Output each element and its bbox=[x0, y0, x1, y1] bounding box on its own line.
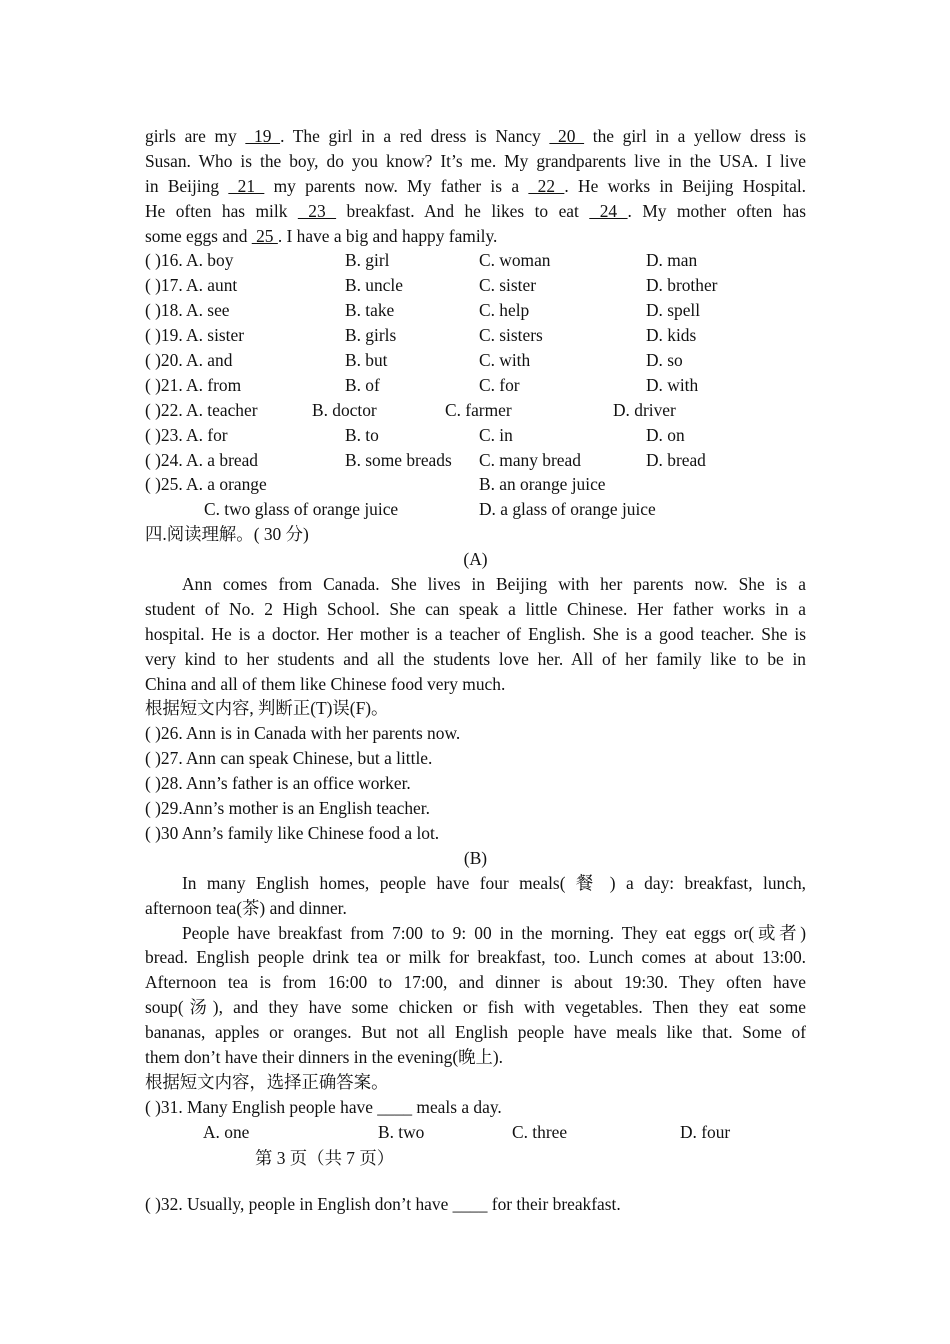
passage-a-line: Ann comes from Canada. She lives in Beijing with her parents now. She is a bbox=[182, 574, 806, 595]
question-23 bbox=[145, 423, 806, 448]
option-d: D. man bbox=[646, 250, 698, 271]
stem: ( )25. A. a orange bbox=[145, 474, 267, 495]
passage-b-line: In many English homes, people have four meals( 餐 ) a day: breakfast, lunch, bbox=[182, 872, 806, 893]
option-b: B. uncle bbox=[345, 275, 403, 296]
passage-b-line: Afternoon tea is from 16:00 to 17:00, and dinner is about 19:30. They often have bbox=[145, 972, 806, 993]
blank-19: 19 bbox=[245, 126, 281, 146]
option-b: B. two bbox=[378, 1121, 425, 1142]
text: in Beijing bbox=[145, 175, 229, 196]
question-25 bbox=[145, 472, 806, 497]
option-c: C. farmer bbox=[445, 399, 512, 420]
stem: ( )21. A. from bbox=[145, 374, 242, 395]
instruction: 根据短文内容，选择正确答案。 bbox=[145, 1071, 389, 1092]
question-17 bbox=[145, 273, 806, 298]
option-b: B. but bbox=[345, 350, 388, 371]
option-c: C. many bread bbox=[479, 449, 581, 470]
option-b: B. doctor bbox=[312, 399, 377, 420]
blank-23: 23 bbox=[297, 200, 337, 221]
text: the girl in a yellow dress is bbox=[584, 126, 806, 146]
stem: ( )17. A. aunt bbox=[145, 275, 238, 296]
question-30: ( )30 Ann’s family like Chinese food a lot. bbox=[145, 822, 440, 843]
passage-a-line: hospital. He is a doctor. Her mother is a teacher of English. She is a good teacher. She is bbox=[145, 623, 806, 644]
text: breakfast. And he likes to eat bbox=[336, 200, 590, 221]
option-d: D. bread bbox=[646, 449, 706, 470]
question-32: ( )32. Usually, people in English don’t have ____ for their breakfast. bbox=[145, 1194, 621, 1214]
passage-b-line: soup(汤), and they have some chicken or fish with vegetables. Then they eat some bbox=[145, 997, 806, 1018]
option-d: D. so bbox=[646, 350, 683, 371]
option-d: D. with bbox=[646, 374, 699, 395]
blank-22: 22 bbox=[528, 175, 565, 196]
cloze-line-3 bbox=[145, 174, 806, 199]
blank-21: 21 bbox=[228, 175, 265, 196]
text: . I have a big and happy family. bbox=[277, 225, 498, 246]
text: girls are my bbox=[145, 126, 246, 146]
option-d: D. kids bbox=[646, 325, 697, 346]
text: He often has milk bbox=[145, 200, 298, 221]
page-footer: 第 3 页（共 7 页） bbox=[255, 1148, 395, 1168]
option-c: C. for bbox=[479, 374, 520, 395]
stem: ( )20. A. and bbox=[145, 350, 233, 371]
option-c: C. sister bbox=[479, 275, 537, 296]
option-b: B. girl bbox=[345, 250, 390, 271]
question-24 bbox=[145, 448, 806, 473]
option-c: C. woman bbox=[479, 250, 551, 271]
text: some eggs and bbox=[145, 225, 252, 246]
option-c: C. three bbox=[512, 1121, 568, 1142]
option-c: C. in bbox=[479, 424, 513, 445]
option-d: D. spell bbox=[646, 300, 701, 321]
option-a: A. one bbox=[203, 1121, 250, 1142]
text: my parents now. My father is a bbox=[264, 175, 529, 196]
option-d: D. driver bbox=[613, 399, 676, 420]
text: . My mother often has bbox=[627, 200, 806, 221]
cloze-line-5 bbox=[145, 224, 806, 249]
cloze-line-4 bbox=[145, 199, 806, 224]
instruction: 根据短文内容, 判断正(T)误(F)。 bbox=[145, 698, 389, 719]
question-28: ( )28. Ann’s father is an office worker. bbox=[145, 773, 411, 794]
option-b: B. of bbox=[345, 374, 380, 395]
question-27: ( )27. Ann can speak Chinese, but a little. bbox=[145, 748, 433, 769]
stem: ( )16. A. boy bbox=[145, 250, 234, 271]
blank-24: 24 bbox=[589, 200, 628, 221]
option-d: D. four bbox=[680, 1121, 731, 1142]
exam-page bbox=[145, 124, 806, 1145]
option-b: B. some breads bbox=[345, 449, 452, 470]
stem: ( )23. A. for bbox=[145, 424, 228, 445]
question-21 bbox=[145, 373, 806, 398]
question-22 bbox=[145, 398, 806, 423]
question-20 bbox=[145, 348, 806, 373]
blank-25: 25 bbox=[251, 225, 278, 246]
option-b: B. an orange juice bbox=[479, 474, 606, 495]
option-c: C. sisters bbox=[479, 325, 543, 346]
part-b-label: (B) bbox=[463, 847, 488, 868]
question-16 bbox=[145, 248, 806, 273]
stem: ( )18. A. see bbox=[145, 300, 230, 321]
passage-b-line: bread. English people drink tea or milk for breakfast, too. Lunch comes at about 13:00. bbox=[145, 947, 806, 968]
stem: ( )22. A. teacher bbox=[145, 399, 258, 420]
passage-b-line: afternoon tea(茶) and dinner. bbox=[145, 897, 347, 918]
option-c: C. two glass of orange juice bbox=[204, 499, 399, 520]
option-d: D. on bbox=[646, 424, 685, 445]
stem: ( )19. A. sister bbox=[145, 325, 245, 346]
option-b: B. to bbox=[345, 424, 379, 445]
stem: ( )24. A. a bread bbox=[145, 449, 258, 470]
passage-b-line: bananas, apples or oranges. But not all English people have meals like that. Some of bbox=[145, 1022, 806, 1043]
passage-a-line: student of No. 2 High School. She can speak a little Chinese. Her father works in a bbox=[145, 598, 806, 619]
part-a-label: (A) bbox=[463, 549, 488, 570]
passage-b-line: People have breakfast from 7:00 to 9: 00 in the morning. They eat eggs or(或者) bbox=[182, 922, 806, 943]
passage-b-line: them don’t have their dinners in the evening(晚上). bbox=[145, 1046, 504, 1067]
option-c: C. help bbox=[479, 300, 530, 321]
question-31: ( )31. Many English people have ____ meals a day. bbox=[145, 1096, 502, 1117]
passage-a-line: very kind to her students and all the students love her. All of her family like to be in bbox=[145, 648, 806, 669]
option-d: D. brother bbox=[646, 275, 718, 296]
cloze-line-1 bbox=[145, 124, 806, 149]
cloze-line-2: Susan. Who is the boy, do you know? It’s me. My grandparents live in the USA. I live bbox=[145, 150, 806, 171]
question-25-options bbox=[145, 497, 806, 522]
passage-a-line: China and all of them like Chinese food very much. bbox=[145, 673, 506, 694]
question-26: ( )26. Ann is in Canada with her parents now. bbox=[145, 723, 461, 744]
option-c: C. with bbox=[479, 350, 531, 371]
text: . He works in Beijing Hospital. bbox=[564, 175, 806, 196]
question-18 bbox=[145, 298, 806, 323]
option-b: B. girls bbox=[345, 325, 397, 346]
option-b: B. take bbox=[345, 300, 395, 321]
section-heading: 四.阅读理解。( 30 分) bbox=[145, 524, 309, 545]
question-31-options bbox=[145, 1120, 806, 1145]
text: . The girl in a red dress is Nancy bbox=[280, 126, 550, 146]
question-19 bbox=[145, 323, 806, 348]
question-29: ( )29.Ann’s mother is an English teacher. bbox=[145, 798, 430, 819]
option-d: D. a glass of orange juice bbox=[479, 499, 656, 520]
blank-20: 20 bbox=[549, 126, 585, 146]
